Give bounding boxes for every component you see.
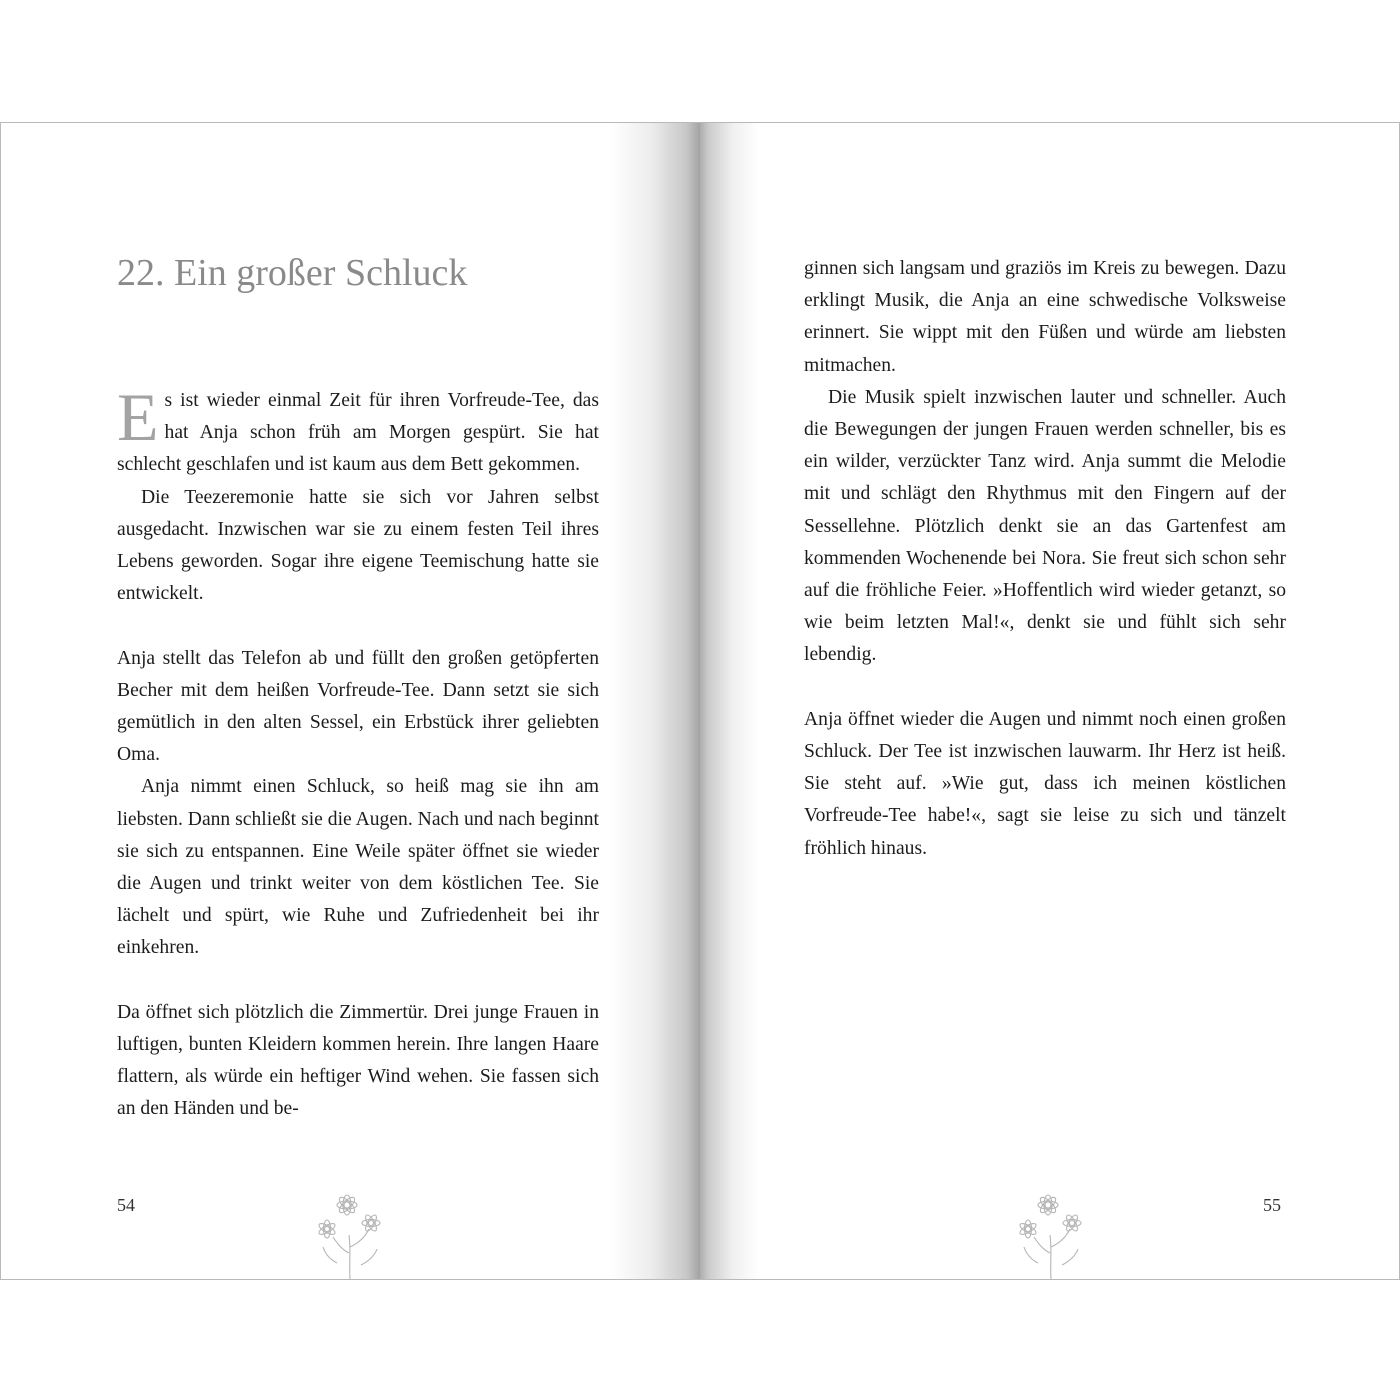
chapter-title: 22. Ein großer Schluck (117, 252, 468, 294)
paragraph-8: Anja öffnet wieder die Augen und nimmt noch einen großen Schluck. Der Tee ist inzwischen lauwarm. Ihr Herz ist heiß. Sie steht auf. »Wie gut, dass ich meinen köstlichen Vorfreude-Tee habe!«, sagt sie leise zu sich und tänzelt fröhlich hinaus. (804, 708, 1286, 859)
paragraph-3: Anja stellt das Telefon ab und füllt den großen getöpferten Becher mit dem heißen Vorfreude-Tee. Dann setzt sie sich gemütlich in den alten Sessel, ein Erbstück ihrer geliebten Oma. (117, 647, 599, 766)
left-text-column (117, 379, 599, 1126)
flower-ornament-icon (307, 1183, 393, 1279)
paragraph-1 (117, 379, 599, 482)
page-number-right: 55 (1263, 1195, 1281, 1215)
gutter-shadow-left (610, 123, 700, 1279)
paragraph-2: Die Teezeremonie hatte sie sich vor Jahren selbst ausgedacht. Inzwischen war sie zu einem festen Teil ihres Lebens geworden. Sogar ihre eigene Teemischung hatte sie entwickelt. (117, 486, 599, 605)
left-page (1, 123, 700, 1279)
right-page (700, 123, 1399, 1279)
flower-ornament-icon (1008, 1183, 1094, 1279)
paragraph-7: Die Musik spielt inzwischen lauter und schneller. Auch die Bewegungen der jungen Frauen werden schneller, bis es ein wilder, verzückter Tanz wird. Anja summt die Melodie mit und schlägt den Rhythmus mit den Fingern auf der Sessellehne. Plötzlich denkt sie an das Gartenfest am kommenden Wochenende bei Nora. Sie freut sich schon sehr auf die fröhliche Feier. »Hoffentlich wird wieder getanzt, so wie beim letzten Mal!«, denkt sie und fühlt sich sehr lebendig. (804, 386, 1286, 666)
paragraph-1-text: s ist wieder einmal Zeit für ihren Vorfreude-Tee, das hat Anja schon früh am Morgen gespürt. Sie hat schlecht geschlafen und ist kaum aus dem Bett gekommen. (117, 390, 599, 476)
right-text-column (804, 253, 1286, 865)
page-number-left: 54 (117, 1195, 135, 1215)
gutter-shadow-right (700, 123, 760, 1279)
paragraph-6: ginnen sich langsam und graziös im Kreis zu bewegen. Dazu erklingt Musik, die Anja an eine schwedische Volksweise erinnert. Sie wippt mit den Füßen und würde am liebsten mitmachen. (804, 258, 1286, 376)
drop-cap: E (117, 379, 159, 455)
paragraph-5: Da öffnet sich plötzlich die Zimmertür. Drei junge Frauen in luftigen, bunten Kleidern kommen herein. Ihre langen Haare flattern, als würde ein heftiger Wind wehen. Sie fassen sich an den Händen und be- (117, 1001, 599, 1120)
open-book-spread (0, 122, 1400, 1280)
paragraph-4: Anja nimmt einen Schluck, so heiß mag sie ihn am liebsten. Dann schließt sie die Augen. Nach und nach beginnt sie sich zu entspannen. Eine Weile später öffnet sie wieder die Augen und trinkt weiter von dem köstlichen Tee. Sie lächelt und spürt, wie Ruhe und Zufriedenheit bei ihr einkehren. (117, 776, 599, 959)
